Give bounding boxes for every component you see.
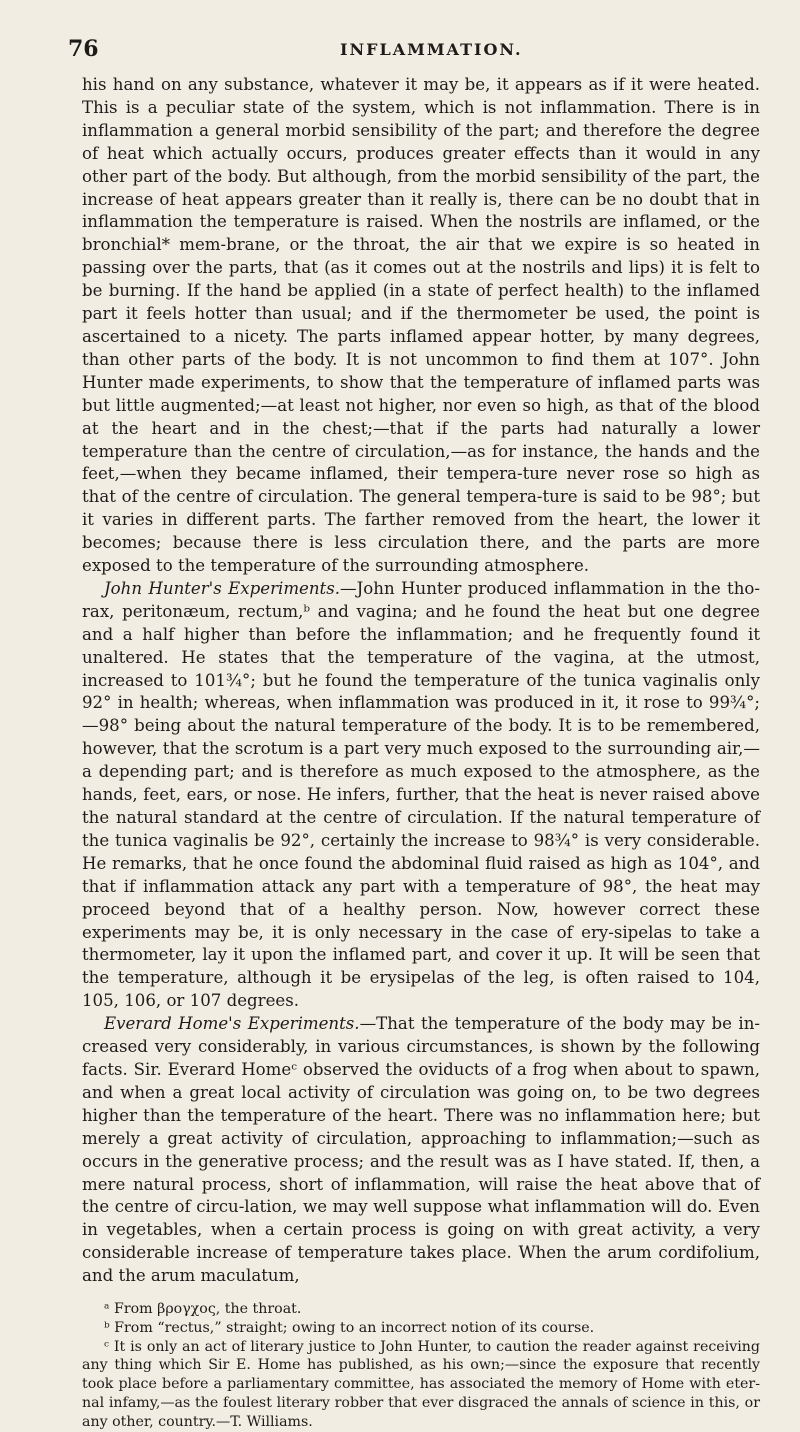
paragraph-2-text: —John Hunter produced inflammation in the tho-rax, peritonæum, rectum,ᵇ and vagina; and he found the heat but one degree and a half higher than before the inflammation; and he frequently found it unaltered. He states that the temperature of the vagina, at the utmost, increased to 101¾°; but he found the temperature of the tunica vaginalis only 92° in health; whereas, when inflammation was produced in it, it rose to 99¾°;—98° being about the natural temperature of the body. It is to be remembered, however, that the scrotum is a part very much exposed to the surrounding air,—a depending part; and is therefore as much exposed to the atmosphere, as the hands, feet, ears, or nose. He infers, further, that the heat is never raised above the natural standard at the centre of circulation. If the natural temperature of the tunica vaginalis be 92°, certainly the increase to 98¾° is very considerable. He remarks, that he once found the abdominal fluid raised as high as 104°, and that if inflammation attack any part with a temperature of 98°, the heat may proceed beyond that of a healthy person. Now, however correct these experiments may be, it is only necessary in the case of ery-sipelas to take a thermometer, lay it upon the inflamed part, and cover it up. It will be seen that the temperature, although it be erysipelas of the leg, is often raised to 104, 105, 106, or 107 degrees.: [82, 578, 761, 1011]
footnote-c: ᶜ It is only an act of literary justice to John Hunter, to caution the reader against receiving any thing which Sir E. Home has published, as his own;—since the exposure that recently took place before a parliamentary committee, has associated the memory of Home with eter-nal infamy,—as the foulest literary robber that ever disgraced the annals of science in this, or any other, country.—T. Williams.: [82, 1338, 760, 1430]
running-head: [68, 34, 760, 74]
footnotes: [82, 1300, 760, 1432]
paragraph-2: [82, 578, 760, 1013]
section-heading-hunter: John Hunter's Experiments.: [104, 578, 341, 598]
paragraph-3: [82, 1013, 760, 1288]
page-number: 76: [68, 36, 99, 62]
footnote-a: ᵃ From βρογχος, the throat.: [104, 1301, 302, 1318]
footnote-b: ᵇ From “rectus,” straight; owing to an incorrect notion of its course.: [104, 1319, 595, 1336]
paragraph-1: his hand on any substance, whatever it may be, it appears as if it were heated. This is a peculiar state of the system, which is not inflammation. There is in inflammation a general morbid sensibility of the part; and therefore the degree of heat which actually occurs, produces greater effects than it would in any other part of the body. But although, from the morbid sensibility of the part, the increase of heat appears greater than it really is, there can be no doubt that in inflammation the temperature is raised. When the nostrils are inflamed, or the bronchial* mem-brane, or the throat, the air that we expire is so heated in passing over the parts, that (as it comes out at the nostrils and lips) it is felt to be burning. If the hand be applied (in a state of perfect health) to the inflamed part it feels hotter than usual; and if the thermometer be used, the point is ascertained to a nicety. The parts inflamed appear hotter, by many degrees, than other parts of the body. It is not uncommon to find them at 107°. John Hunter made experiments, to show that the temperature of inflamed parts was but little augmented;—at least not higher, nor even so high, as that of the blood at the heart and in the chest;—that if the parts had naturally a lower temperature than the centre of circulation,—as for instance, the hands and the feet,—when they became inflamed, their tempera-ture never rose so high as that of the centre of circulation. The general tempera-ture is said to be 98°; but it varies in different parts. The farther removed from the heart, the lower it becomes; because there is less circulation there, and the parts are more exposed to the temperature of the surrounding atmosphere.: [82, 75, 760, 576]
section-heading-home: Everard Home's Experiments.: [104, 1014, 360, 1034]
body-text: [82, 74, 760, 1288]
running-title: INFLAMMATION.: [340, 40, 523, 59]
paragraph-3-text: —That the temperature of the body may be in-creased very considerably, in various circumstances, is shown by the following facts. Sir. Everard Homeᶜ observed the oviducts of a frog when about to spawn, and when a great local activity of circulation was going on, to be two degrees higher than the temperature of the heart. There was no inflammation here; but merely a great activity of circulation, approaching to inflammation;—such as occurs in the generative process; and the result was as I have stated. If, then, a mere natural process, short of inflammation, will raise the heat above that of the centre of circu-lation, we may well suppose what inflammation will do. Even in vegetables, when a certain process is going on with great activity, a very considerable increase of temperature takes place. When the arum cordifolium, and the arum maculatum,: [82, 1014, 760, 1286]
